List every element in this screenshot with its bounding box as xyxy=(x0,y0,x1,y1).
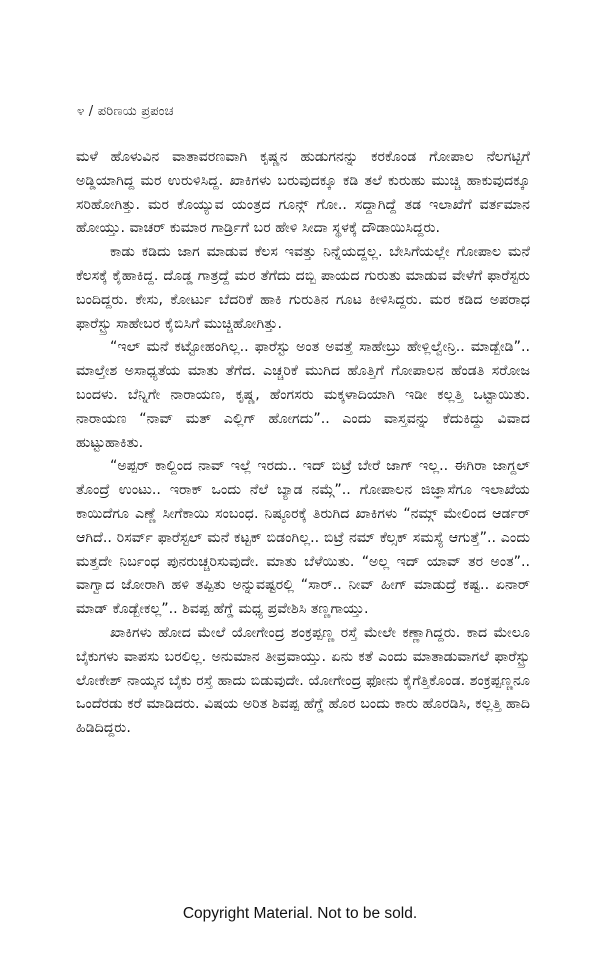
paragraph: ಕಾಡು ಕಡಿದು ಜಾಗ ಮಾಡುವ ಕೆಲಸ ಇವತ್ತು ನಿನ್ನೆಯದ್ದಲ್ಲ. ಬೇಸಿಗೆಯಲ್ಲೇ ಗೋಪಾಲ ಮನೆ ಕೆಲಸಕ್ಕೆ ಕೈಹಾಕಿದ್ದ. ದೊಡ್ಡ ಗಾತ್ರದ್ದೆ ಮರ ತೆಗೆದು ದಬ್ಬಿ ಪಾಯದ ಗುರುತು ಮಾಡುವ ವೇಳೆಗೆ ಫಾರೆಸ್ಟರು ಬಂದಿದ್ದರು. ಕೇಸು, ಕೋರ್ಟು ಬೆದರಿಕೆ ಹಾಕಿ ಗುರುತಿನ ಗೂಟ ಕೀಳಿಸಿದ್ದರು. ಮರ ಕಡಿದ ಅಪರಾಧ ಫಾರೆಸ್ಟ್ರು ಸಾಹೇಬರ ಕೈಬಿಸಿಗೆ ಮುಚ್ಚಿಹೋಗಿತ್ತು. xyxy=(76,244,530,332)
paragraph: “ಅಪ್ಪರ್ ಕಾಲ್ದಿಂದ ನಾವ್ ಇಲ್ಲೆ ಇರದು.. ಇದ್ ಬಿಟ್ರೆ ಬೇರೆ ಜಾಗ್ ಇಲ್ಲ.. ಈಗಿರಾ ಜಾಗ್ದಲ್ ತೊಂದ್ರೆ ಉಂಟು.. ಇರಾಕ್ ಒಂದು ನೆಲೆ ಬ್ಯಾಡ ನಮ್ಗೆ”.. ಗೋಪಾಲನ ಜಿಜ್ಞಾಸೆಗೂ ಇಲಾಖೆಯ ಕಾಯಿದೆಗೂ ಎಣ್ಣೆ ಸೀಗೆಕಾಯಿ ಸಂಬಂಧ. ನಿಷ್ಠೂರಕ್ಕೆ ತಿರುಗಿದ ಖಾಕಿಗಳು “ನಮ್ಗ್ ಮೇಲಿಂದ ಆರ್ಡರ್ ಆಗಿದೆ.. ರಿಸರ್ವ್ ಫಾರೆಸ್ಟಲ್ ಮನೆ ಕಟ್ಟಕ್ ಬಿಡಂಗಿಲ್ಲ.. ಬಿಟ್ರೆ ನಮ್ ಕೆಲ್ಸಕ್ ಸಮಸ್ಯೆ ಆಗುತ್ತೆ”.. ಎಂದು ಮತ್ತದೇ ನಿರ್ಬಂಧ ಪುನರುಚ್ಚರಿಸುವುದೇ. ಮಾತು ಬೆಳೆಯಿತು. “ಅಲ್ಲ ಇದ್ ಯಾವ್ ತರ ಅಂತ”.. ವಾಗ್ವಾದ ಜೋರಾಗಿ ಹಳಿ ತಪ್ಪಿತು ಅನ್ನುವಷ್ಟರಲ್ಲಿ “ಸಾರ್.. ನೀವ್ ಹೀಗ್ ಮಾಡುದ್ರೆ ಕಷ್ಟ.. ಏನಾರ್ ಮಾಡ್ ಕೊಡ್ಬೇಕಲ್ಲ”.. ಶಿವಪ್ಪ ಹೆಗ್ಡೆ ಮಧ್ಯ ಪ್ರವೇಶಿಸಿ ತಣ್ಣಗಾಯ್ತು. xyxy=(76,458,530,618)
paragraph: “ಇಲ್ ಮನೆ ಕಟ್ಟೋಹಂಗಿಲ್ಲ.. ಫಾರೆಸ್ಟು ಅಂತ ಅವತ್ತೆ ಸಾಹೇಬ್ರು ಹೇಳ್ಲಿಲ್ವೇನ್ರಿ.. ಮಾಡ್ಬೇಡಿ”.. ಮಾಲ್ತೇಶ ಅಸಾಧ್ಯತೆಯ ಮಾತು ತೆಗೆದ. ಎಚ್ಚರಿಕೆ ಮುಗಿದ ಹೊತ್ತಿಗೆ ಗೋಪಾಲನ ಹೆಂಡತಿ ಸರೋಜ ಬಂದಳು. ಬೆನ್ನಿಗೇ ನಾರಾಯಣ, ಕೃಷ್ಣ, ಹೆಂಗಸರು ಮಕ್ಕಳಾದಿಯಾಗಿ ಇಡೀ ಕಲ್ಲತ್ತಿ ಒಟ್ಟಾಯಿತು. ನಾರಾಯಣ “ನಾವ್ ಮತ್ ಎಲ್ಲಿಗ್ ಹೋಗದು”.. ಎಂದು ವಾಸ್ತವನ್ನು ಕೆದುಕಿದ್ದು ವಿವಾದ ಹುಟ್ಟುಹಾಕಿತು. xyxy=(76,339,530,451)
body-text xyxy=(76,146,530,741)
paragraph: ಮಳೆ ಹೊಳುವಿನ ವಾತಾವರಣವಾಗಿ ಕೃಷ್ಣನ ಹುಡುಗನನ್ನು ಕರಕೊಂಡ ಗೋಪಾಲ ನೆಲಗಟ್ಟಿಗೆ ಅಡ್ಡಿಯಾಗಿದ್ದ ಮರ ಉರುಳಿಸಿದ್ದ. ಖಾಕಿಗಳು ಬರುವುದಕ್ಕೂ ಕಡಿ ತಲೆ ಕುರುಹು ಮುಚ್ಚಿ ಹಾಕುವುದಕ್ಕೂ ಸರಿಹೋಗಿತ್ತು. ಮರ ಕೊಯ್ಯುವ ಯಂತ್ರದ ಗೂನ್ಗ್ ಗೋ.. ಸದ್ದಾಗಿದ್ದೆ ತಡ ಇಲಾಖೆಗೆ ವರ್ತಮಾನ ಹೋಯ್ತು. ವಾಚರ್ ಕುಮಾರ ಗಾರ್ಡ್ರಿಗೆ ಬರ ಹೇಳಿ ಸೀದಾ ಸ್ಥಳಕ್ಕೆ ದೌಡಾಯಿಸಿದ್ದರು. xyxy=(76,149,530,237)
paragraph: ಖಾಕಿಗಳು ಹೋದ ಮೇಲೆ ಯೋಗೇಂದ್ರ ಶಂಕ್ರಪ್ಪಣ್ಣ ರಸ್ತೆ ಮೇಲೇ ಕಣ್ಣಾಗಿದ್ದರು. ಕಾದ ಮೇಲೂ ಬೈಕುಗಳು ವಾಪಸು ಬರಲಿಲ್ಲ. ಅನುಮಾನ ತೀವ್ರವಾಯ್ತು. ಏನು ಕತೆ ಎಂದು ಮಾತಾಡುವಾಗಲೆ ಫಾರೆಸ್ಟ್ರು ಲೋಕೇಶ್ ನಾಯ್ಕನ ಬೈಕು ರಸ್ತೆ ಹಾದು ಬಿಡುವುದೇ. ಯೋಗೇಂದ್ರ ಫೋನು ಕೈಗೆತ್ತಿಕೊಂಡ. ಶಂಕ್ರಪ್ಪಣ್ಣನೂ ಒಂದೆರಡು ಕರೆ ಮಾಡಿದರು. ವಿಷಯ ಅರಿತ ಶಿವಪ್ಪ ಹೆಗ್ಡೆ ಹೊರ ಬಂದು ಕಾರು ಹೊರಡಿಸಿ, ಕಲ್ಲತ್ತಿ ಹಾದಿ ಹಿಡಿದಿದ್ದರು. xyxy=(76,624,530,737)
running-header: ೪ / ಪರಿಣಯ ಪ್ರಪಂಚ xyxy=(77,104,174,119)
copyright-notice: Copyright Material. Not to be sold. xyxy=(182,905,418,922)
